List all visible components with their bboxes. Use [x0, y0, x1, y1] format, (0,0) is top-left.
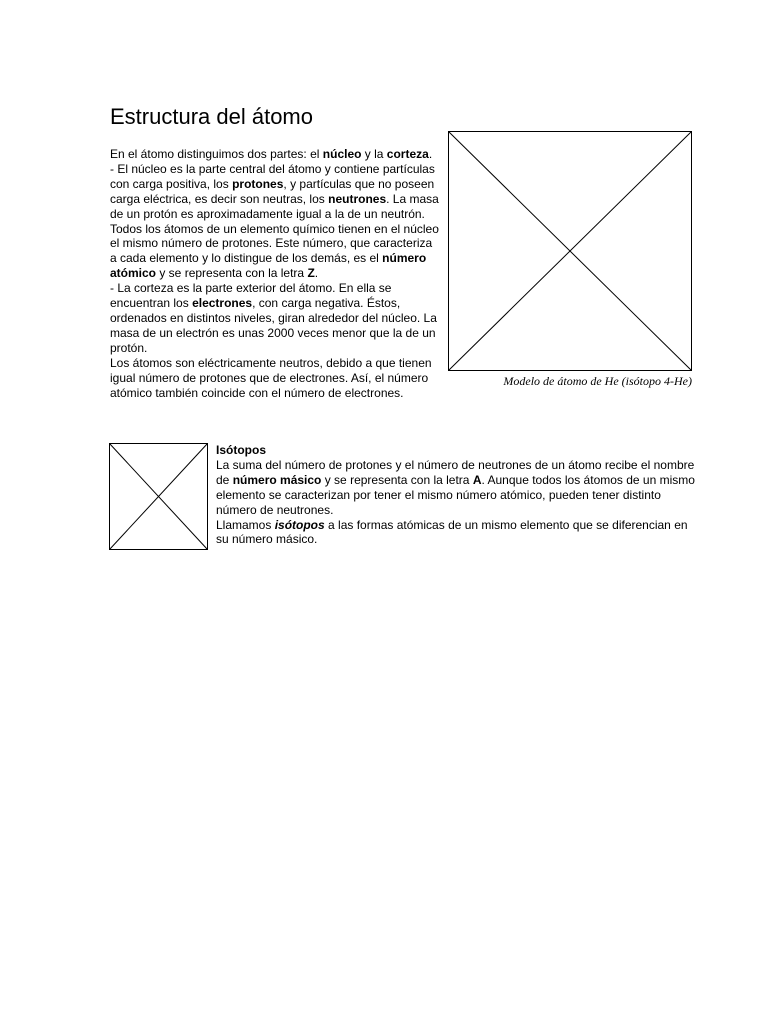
isotope-image-placeholder	[109, 443, 208, 550]
term-z: Z	[307, 266, 315, 281]
term-numero-atomico: número atómico	[110, 251, 427, 281]
term-electrones: electrones	[192, 296, 253, 311]
isotopes-heading: Isótopos	[216, 443, 266, 457]
isotope-definition-paragraph: Llamamos isótopos a las formas atómicas de un mismo elemento que se diferencian en su número másico.	[216, 517, 688, 547]
term-numero-masico: número másico	[232, 472, 322, 487]
mass-number-paragraph: La suma del número de protones y el número de neutrones de un átomo recibe el nombre de número másico y se representa con la letra A. Aunque todos los átomos de un mismo elemento se caracterizan por tener el mismo número atómico, pueden tener distinto número de neutrones.	[216, 457, 695, 517]
main-text-column	[110, 147, 440, 400]
image-placeholder-icon	[109, 443, 208, 550]
atomic-number-paragraph: Todos los átomos de un elemento químico tienen en el núcleo el mismo número de protones. Este número, que caracteriza a cada elemento y lo distingue de los demás, es el número atómico y se representa con la letra Z.	[110, 221, 439, 281]
intro-paragraph: En el átomo distinguimos dos partes: el núcleo y la corteza.	[110, 147, 433, 161]
image-placeholder-icon	[448, 131, 692, 371]
figure-caption: Modelo de átomo de He (isótopo 4-He)	[503, 374, 692, 388]
cortex-paragraph: - La corteza es la parte exterior del átomo. En ella se encuentran los electrones, con carga negativa. Éstos, ordenados en distintos niveles, giran alrededor del núcleo. La masa de un electrón es unas 2000 veces menor que la de un protón.	[110, 281, 437, 355]
term-protones: protones	[232, 176, 284, 191]
atom-model-image-placeholder	[448, 131, 692, 371]
page-title: Estructura del átomo	[110, 104, 313, 129]
term-neutrones: neutrones	[328, 191, 387, 206]
nucleus-paragraph: - El núcleo es la parte central del átomo y contiene partículas con carga positiva, los protones, y partículas que no poseen carga eléctrica, es decir son neutras, los neutrones. La masa de un protón es aproximadamente igual a la de un neutrón.	[110, 161, 439, 221]
neutral-paragraph: Los átomos son eléctricamente neutros, debido a que tienen igual número de protones que de electrones. Así, el número atómico también coincide con el número de electrones.	[110, 355, 432, 400]
term-corteza: corteza	[386, 147, 429, 161]
term-a: A	[472, 472, 482, 487]
term-isotopos: isótopos	[274, 517, 325, 532]
isotopes-section	[216, 443, 696, 547]
term-nucleo: núcleo	[322, 147, 362, 161]
